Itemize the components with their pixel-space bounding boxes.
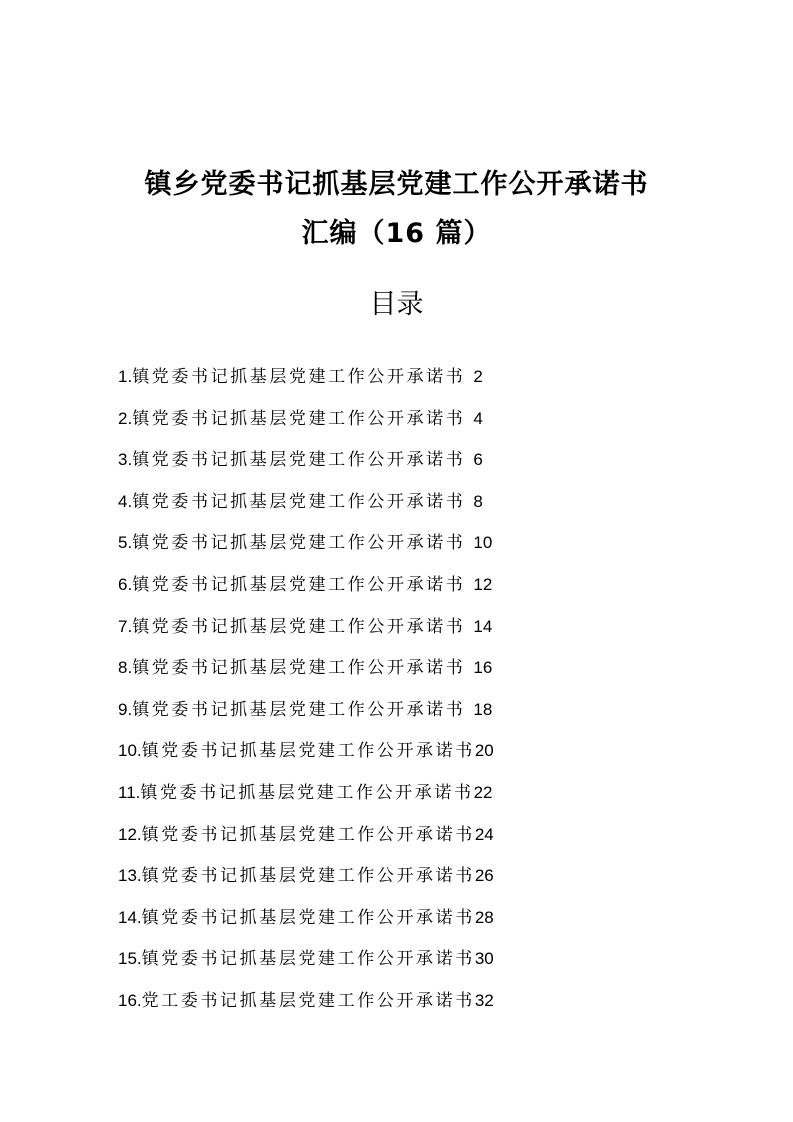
toc-entry-page-number: 32 <box>474 990 494 1010</box>
toc-entry[interactable] <box>118 568 558 610</box>
toc-entry[interactable] <box>118 485 558 527</box>
toc-entry[interactable] <box>118 402 558 444</box>
toc-entry-page-number: 22 <box>473 782 493 802</box>
toc-entry[interactable] <box>118 942 558 984</box>
toc-entry[interactable] <box>118 734 558 776</box>
toc-entry-page-number: 10 <box>473 533 493 553</box>
toc-entry-page-number: 28 <box>474 907 494 927</box>
toc-entry-title: 镇党委书记抓基层党建工作公开承诺书 <box>132 450 466 471</box>
toc-entry-page-number: 30 <box>474 949 494 969</box>
toc-entry-page-number: 4 <box>473 408 483 428</box>
toc-entry-number: 6. <box>118 574 133 594</box>
toc-entry-page-number: 18 <box>473 699 493 719</box>
toc-entry-title: 镇党委书记抓基层党建工作公开承诺书 <box>141 741 475 762</box>
toc-entry-page-number: 20 <box>474 741 494 761</box>
toc-entry[interactable] <box>118 360 558 402</box>
toc-entry-number: 16. <box>118 990 142 1010</box>
toc-entry-title: 党工委书记抓基层党建工作公开承诺书 <box>141 990 475 1011</box>
toc-entry[interactable] <box>118 526 558 568</box>
document-title-line2: 汇编（16 篇） <box>301 218 492 249</box>
toc-entry-title: 镇党委书记抓基层党建工作公开承诺书 <box>132 699 466 720</box>
toc-entry-page-number: 26 <box>474 866 494 886</box>
toc-entry-title: 镇党委书记抓基层党建工作公开承诺书 <box>132 408 466 429</box>
toc-entry-number: 4. <box>118 491 133 511</box>
toc-entry-title: 镇党委书记抓基层党建工作公开承诺书 <box>132 533 466 554</box>
toc-entry-title: 镇党委书记抓基层党建工作公开承诺书 <box>132 491 466 512</box>
toc-entry-page-number: 6 <box>473 450 483 470</box>
toc-entry[interactable] <box>118 901 558 943</box>
toc-entry[interactable] <box>118 610 558 652</box>
toc-entry-title: 镇党委书记抓基层党建工作公开承诺书 <box>141 866 475 887</box>
toc-entry-number: 3. <box>118 450 133 470</box>
toc-entry-number: 13. <box>118 866 142 886</box>
toc-entry[interactable] <box>118 443 558 485</box>
toc-entry[interactable] <box>118 984 558 1026</box>
toc-entry-number: 12. <box>118 824 142 844</box>
document-title-line1: 镇乡党委书记抓基层党建工作公开承诺书 <box>144 169 649 200</box>
toc-entry-number: 8. <box>118 658 133 678</box>
toc-entry-page-number: 8 <box>473 491 483 511</box>
toc-entry-title: 镇党委书记抓基层党建工作公开承诺书 <box>141 907 475 928</box>
toc-entry[interactable] <box>118 818 558 860</box>
toc-entry-number: 5. <box>118 533 133 553</box>
toc-entry-title: 镇党委书记抓基层党建工作公开承诺书 <box>132 367 466 387</box>
toc-entry[interactable] <box>118 776 558 818</box>
toc-entry-title: 镇党委书记抓基层党建工作公开承诺书 <box>140 782 474 803</box>
toc-entry[interactable] <box>118 859 558 901</box>
toc-entry-title: 镇党委书记抓基层党建工作公开承诺书 <box>132 658 466 679</box>
toc-entry-page-number: 14 <box>473 616 493 636</box>
toc-entry-title: 镇党委书记抓基层党建工作公开承诺书 <box>141 949 475 970</box>
toc-entry-number: 1. <box>118 367 133 386</box>
toc-entry-number: 7. <box>118 616 133 636</box>
toc-entry-title: 镇党委书记抓基层党建工作公开承诺书 <box>141 824 475 845</box>
toc-entry-page-number: 12 <box>473 574 493 594</box>
toc-entry[interactable] <box>118 651 558 693</box>
toc-heading: 目录 <box>369 289 424 320</box>
table-of-contents <box>118 360 558 1026</box>
toc-entry-number: 9. <box>118 699 133 719</box>
toc-entry-number: 2. <box>118 408 133 428</box>
toc-entry-number: 10. <box>118 741 142 761</box>
toc-entry-page-number: 2 <box>473 367 483 386</box>
toc-entry-number: 11. <box>118 782 141 802</box>
toc-entry-page-number: 16 <box>473 658 493 678</box>
toc-entry-number: 14. <box>118 907 142 927</box>
toc-entry-title: 镇党委书记抓基层党建工作公开承诺书 <box>132 616 466 637</box>
toc-entry[interactable] <box>118 693 558 735</box>
toc-entry-title: 镇党委书记抓基层党建工作公开承诺书 <box>132 574 466 595</box>
toc-entry-number: 15. <box>118 949 142 969</box>
toc-entry-page-number: 24 <box>474 824 494 844</box>
